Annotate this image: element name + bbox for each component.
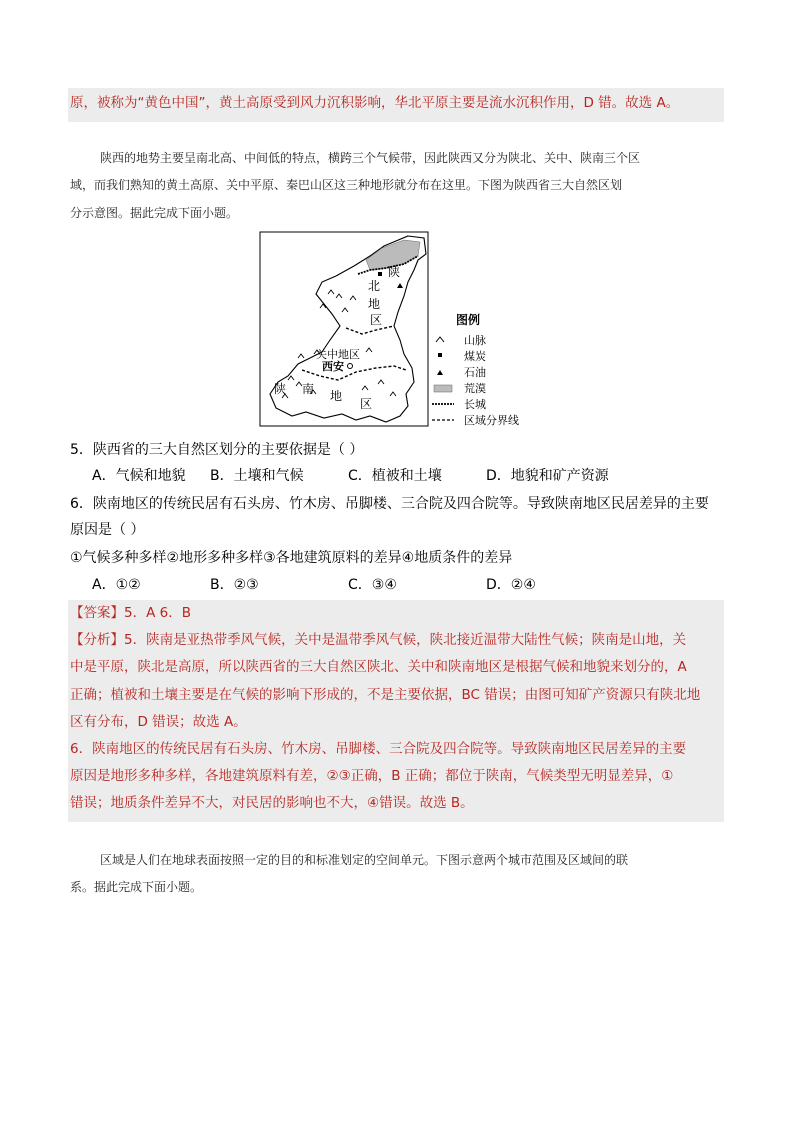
q5-option-c[interactable]: C．植被和土壤 — [348, 468, 442, 484]
label-qu-north: 区 — [370, 313, 383, 327]
legend-mountain: 山脉 — [464, 334, 486, 347]
q5-stem: 5．陕西省的三大自然区划分的主要依据是（ ） — [70, 442, 364, 458]
shaanxi-region-map — [258, 230, 548, 430]
legend-oil-icon — [437, 370, 443, 375]
q6-option-b[interactable]: B．②③ — [210, 577, 259, 593]
legend-desert-icon — [434, 385, 452, 392]
legend-title: 图例 — [456, 313, 481, 327]
q6-option-c[interactable]: C．③④ — [348, 577, 397, 593]
label-qu-south: 区 — [360, 397, 373, 411]
q5-option-b[interactable]: B．土壤和气候 — [210, 468, 304, 484]
analysis-line-3: 正确；植被和土壤主要是在气候的影响下形成的，不是主要依据，BC 错误；由图可知矿产资源只有陕北地 — [70, 687, 701, 703]
intro-line-1: 陕西的地势主要呈南北高、中间低的特点，横跨三个气候带，因此陕西又分为陕北、关中、陕南三个区 — [100, 151, 641, 165]
legend-coal: 煤炭 — [464, 350, 486, 363]
legend-oil: 石油 — [464, 366, 486, 379]
intro-line-2: 域，而我们熟知的黄土高原、关中平原、秦巴山区这三种地形就分布在这里。下图为陕西省三大自然区划 — [70, 178, 623, 192]
legend-mountain-icon — [436, 337, 444, 342]
q6-option-a[interactable]: A．①② — [92, 577, 141, 593]
analysis-line-6: 原因是地形多种多样，各地建筑原料有差，②③正确，B 正确；都位于陕南，气候类型无明显差异，① — [70, 768, 674, 784]
analysis-line-2: 中是平原，陕北是高原，所以陕西省的三大自然区陕北、关中和陕南地区是根据气候和地貌来划分的，A — [70, 659, 687, 675]
intro2-line-1: 区域是人们在地球表面按照一定的目的和标准划定的空间单元。下图示意两个城市范围及区域间的联 — [100, 853, 629, 867]
analysis-line-5: 6．陕南地区的传统民居有石头房、竹木房、吊脚楼、三合院及四合院等。导致陕南地区民居差异的主要 — [70, 741, 687, 757]
legend-desert: 荒漠 — [464, 382, 486, 395]
q5-option-d[interactable]: D．地貌和矿产资源 — [486, 468, 609, 484]
intro2-line-2: 系。据此完成下面小题。 — [70, 880, 203, 894]
analysis-line-4: 区有分布，D 错误；故选 A。 — [70, 714, 247, 730]
coal-marker — [378, 272, 382, 276]
legend-wall: 长城 — [464, 398, 486, 411]
answer-line: 【答案】5．A 6．B — [70, 605, 191, 621]
legend-coal-icon — [438, 353, 442, 357]
label-di-south: 地 — [330, 389, 343, 403]
label-bei: 北 — [368, 279, 381, 293]
q5-option-a[interactable]: A．气候和地貌 — [92, 468, 186, 484]
legend-boundary: 区域分界线 — [464, 414, 519, 427]
label-guanzhong: 关中地区 — [316, 348, 360, 361]
q6-choices: ①气候多种多样②地形多种多样③各地建筑原料的差异④地质条件的差异 — [70, 550, 513, 566]
label-xian: 西安 — [322, 360, 344, 373]
q6-stem-line-1: 6．陕南地区的传统民居有石头房、竹木房、吊脚楼、三合院及四合院等。导致陕南地区民居差异的主要 — [70, 496, 709, 512]
label-nan: 南 — [302, 382, 315, 396]
analysis-line-1: 【分析】5．陕南是亚热带季风气候，关中是温带季风气候，陕北接近温带大陆性气候；陕南是山地，关 — [70, 632, 687, 648]
analysis-line-7: 错误；地质条件差异不大，对民居的影响也不大，④错误。故选 B。 — [70, 795, 474, 811]
q6-option-d[interactable]: D．②④ — [486, 577, 536, 593]
prev-answer-text: 原，被称为“黄色中国”，黄土高原受到风力沉积影响，华北平原主要是流水沉积作用，D 错。故选 A。 — [70, 95, 680, 111]
q6-stem-line-2: 原因是（ ） — [70, 522, 145, 538]
intro-line-3: 分示意图。据此完成下面小题。 — [70, 206, 239, 220]
label-shaan-south: 陕 — [274, 382, 287, 396]
label-di-north: 地 — [368, 297, 381, 311]
label-shaan: 陕 — [388, 265, 401, 279]
